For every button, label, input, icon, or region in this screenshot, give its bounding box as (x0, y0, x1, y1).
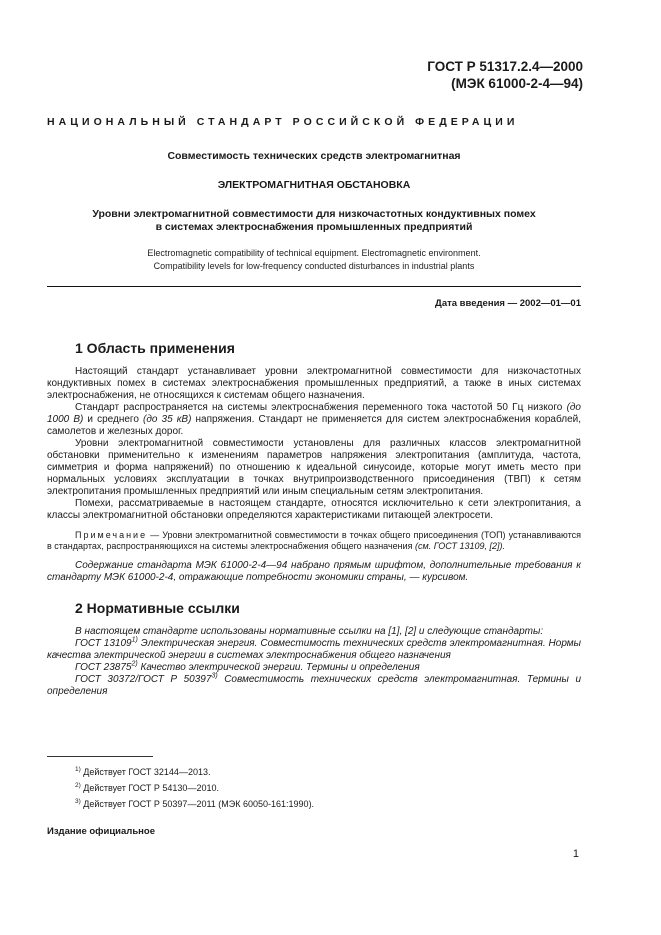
page-number: 1 (572, 848, 579, 860)
reference-3-sup: 3) (211, 672, 218, 680)
title-line-3 (47, 208, 581, 234)
title-line-3b: в системах электроснабжения промышленных предприятий (155, 221, 473, 233)
footnote-1-mark: 1) (75, 766, 81, 773)
para-2-text-c: и среднего (83, 414, 143, 425)
footnotes (75, 764, 314, 812)
footnote-divider (47, 756, 153, 757)
reference-2-code: ГОСТ 23875 (75, 662, 132, 673)
edition-label: Издание официальное (47, 826, 155, 837)
reference-2 (47, 662, 581, 674)
reference-2-text: Качество электрической энергии. Термины и определения (137, 662, 420, 673)
reference-1-sup: 1) (131, 636, 138, 644)
title-line-1: Совместимость технических средств электромагнитная (167, 150, 461, 162)
italic-paragraph: Содержание стандарта МЭК 61000-2-4—94 набрано прямым шрифтом, дополнительные требования к стандарту МЭК 61000-2-4, отражающие потребности экономики страны, — курсивом. (47, 560, 581, 583)
reference-1 (47, 638, 581, 662)
main-content (47, 340, 581, 698)
note (47, 530, 581, 552)
footnote-3 (75, 796, 314, 812)
intro-date: Дата введения — 2002—01—01 (435, 298, 581, 309)
footnote-2 (75, 780, 314, 796)
note-ref: (см. ГОСТ 13109, [2]). (415, 541, 506, 551)
footnote-1 (75, 764, 314, 780)
para-2-text-a: Стандарт распространяется на системы электроснабжения переменного тока частотой 50 Гц низкого (75, 402, 567, 413)
reference-2-sup: 2) (131, 660, 138, 668)
title-block (47, 150, 581, 272)
footnote-3-mark: 3) (75, 798, 81, 805)
section-2-heading: 2 Нормативные ссылки (75, 600, 240, 616)
english-title (47, 247, 581, 272)
reference-3 (47, 674, 581, 698)
standard-number-block (427, 58, 583, 92)
para-2-voltage-mid: (до 35 кВ) (143, 414, 192, 425)
header-divider (47, 286, 581, 287)
footnote-3-text: Действует ГОСТ Р 50397—2011 (МЭК 60050-161:1990). (80, 799, 315, 809)
note-label: Примечание (75, 530, 148, 540)
english-title-a: Electromagnetic compatibility of technical equipment. Electromagnetic environment. (147, 248, 481, 258)
section-2-para-1: В настоящем стандарте использованы нормативные ссылки на [1], [2] и следующие стандарты: (75, 626, 544, 637)
reference-3-text: Совместимость технических средств электромагнитная. Термины и определения (47, 674, 581, 697)
section-1-para-3: Уровни электромагнитной совместимости установлены для различных классов электромагнитной обстановки применительно к изменениям параметров напряжения электропитания (амплитуда, частота, симметрия и форма напряжений) по отношению к идеальной синусоиде, которые могут иметь место при нормальных условиях эксплуатации в точках внутрипроизводственного присоединения (ТВП) к сетям электропитания промышленных предприятий или иным специальным сетям электропитания. (47, 438, 581, 497)
para-2-text-e: напряжения. Стандарт не применяется для систем электроснабжения кораблей, самолетов и железных дорог. (47, 414, 581, 437)
reference-1-text: Электрическая энергия. Совместимость технических средств электромагнитная. Нормы качества электрической энергии в системах электроснабжения общего назначения (47, 638, 581, 661)
footnote-2-text: Действует ГОСТ Р 54130—2010. (80, 783, 219, 793)
reference-3-code: ГОСТ 30372/ГОСТ Р 50397 (75, 674, 212, 685)
section-1-heading: 1 Область применения (75, 340, 235, 356)
title-line-3a: Уровни электромагнитной совместимости для низкочастотных кондуктивных помех (92, 208, 536, 220)
title-line-2: ЭЛЕКТРОМАГНИТНАЯ ОБСТАНОВКА (217, 179, 411, 191)
footnote-2-mark: 2) (75, 782, 81, 789)
iec-number: (МЭК 61000-2-4—94) (451, 76, 583, 91)
section-1-para-4: Помехи, рассматриваемые в настоящем стандарте, относятся исключительно к сети электропитания, а классы электромагнитной обстановки определяются характеристиками питающей электросети. (47, 498, 581, 521)
english-title-b: Compatibility levels for low-frequency conducted disturbances in industrial plants (153, 260, 475, 271)
footnote-1-text: Действует ГОСТ 32144—2013. (80, 767, 211, 777)
note-text: — Уровни электромагнитной совместимости в точках общего присоединения (ТОП) устанавливаются в стандартах, распространяющихся на системы электроснабжения общего назначения (47, 530, 581, 551)
section-1-para-1: Настоящий стандарт устанавливает уровни электромагнитной совместимости для низкочастотных кондуктивных помех в системах электроснабжения промышленных предприятий, а также в иных системах электроснабжения, не относящихся к системам общего назначения. (47, 366, 581, 401)
national-standard-header: НАЦИОНАЛЬНЫЙ СТАНДАРТ РОССИЙСКОЙ ФЕДЕРАЦИИ (47, 116, 519, 128)
section-1-para-2 (47, 402, 581, 438)
para-2-voltage-low: (до 1000 В) (47, 402, 581, 425)
std-number: ГОСТ Р 51317.2.4—2000 (427, 59, 583, 74)
reference-1-code: ГОСТ 13109 (75, 638, 132, 649)
